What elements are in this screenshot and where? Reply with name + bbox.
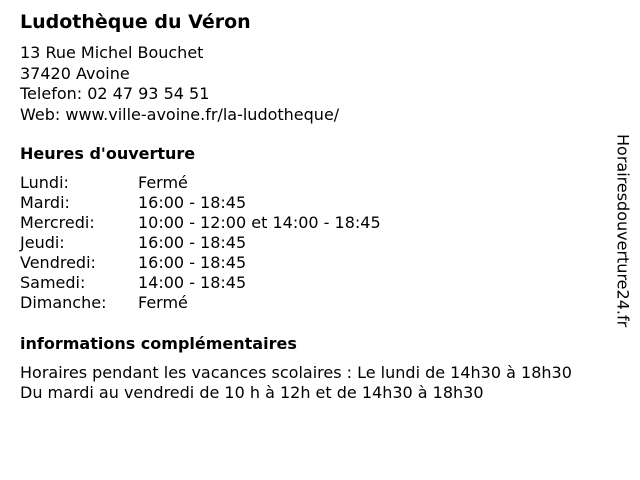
hours-time: 16:00 - 18:45 [138,233,247,252]
additional-info-line: Du mardi au vendredi de 10 h à 12h et de 14h30 à 18h30 [20,383,484,402]
page-title: Ludothèque du Véron [20,11,251,33]
hours-time: Fermé [138,293,188,312]
hours-day: Mercredi: [20,213,95,232]
hours-row-samedi [20,273,580,293]
address-phone: Telefon: 02 47 93 54 51 [20,84,210,103]
hours-day: Dimanche: [20,293,107,312]
hours-day: Vendredi: [20,253,96,272]
additional-info-heading: informations complémentaires [20,334,297,353]
address-street: 13 Rue Michel Bouchet [20,43,204,62]
hours-time: 14:00 - 18:45 [138,273,247,292]
opening-hours-heading: Heures d'ouverture [20,144,196,163]
opening-hours-table [20,173,580,313]
hours-day: Mardi: [20,193,70,212]
hours-day: Lundi: [20,173,69,192]
watermark [611,134,635,344]
hours-row-vendredi [20,253,580,273]
address-block [20,43,339,125]
address-city: 37420 Avoine [20,63,130,83]
hours-day: Samedi: [20,273,86,292]
hours-row-jeudi [20,233,580,253]
additional-info-block [20,363,572,403]
additional-info-line: Horaires pendant les vacances scolaires : Le lundi de 14h30 à 18h30 [20,363,572,382]
hours-row-dimanche [20,293,580,313]
address-web: Web: www.ville-avoine.fr/la-ludotheque/ [20,104,340,124]
hours-time: 16:00 - 18:45 [138,253,247,272]
hours-row-lundi [20,173,580,193]
hours-time: 10:00 - 12:00 et 14:00 - 18:45 [138,213,381,232]
hours-row-mardi [20,193,580,213]
watermark-text: Horairesdouverture24.fr [613,134,633,328]
hours-row-mercredi [20,213,580,233]
hours-time: Fermé [138,173,188,192]
hours-time: 16:00 - 18:45 [138,193,247,212]
hours-day: Jeudi: [20,233,65,252]
